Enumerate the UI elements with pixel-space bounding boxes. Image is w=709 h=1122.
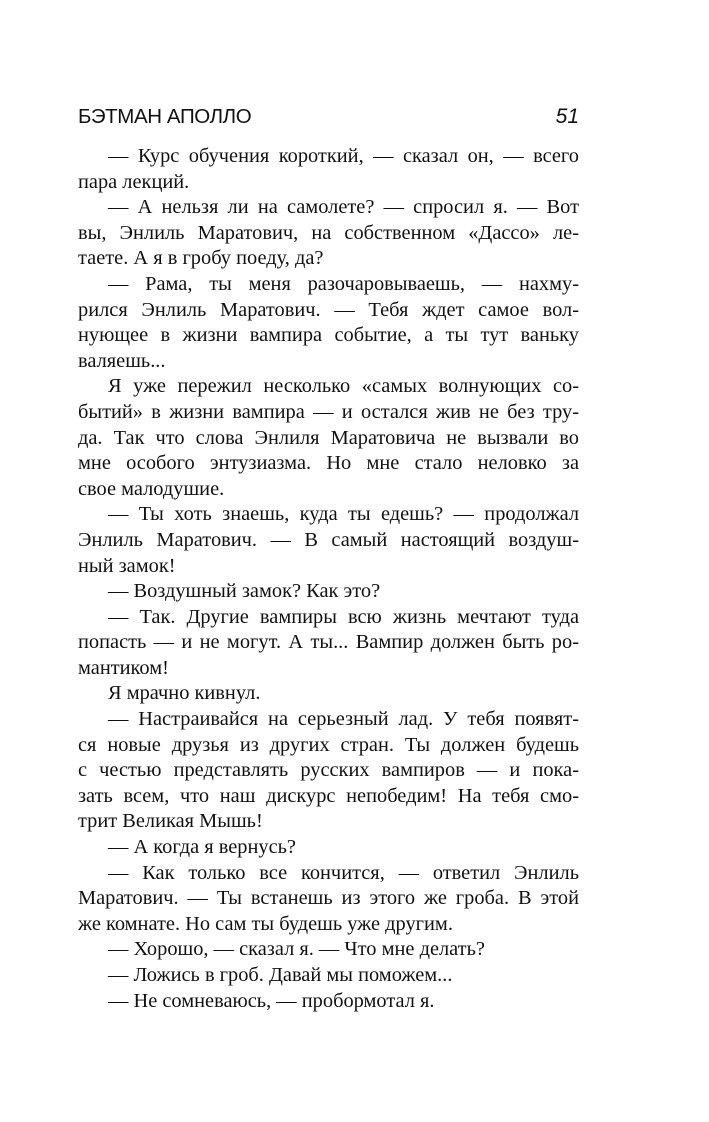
text-line: — Курс обучения короткий, — сказал он, — всего <box>108 145 579 167</box>
text-line: валяешь... <box>78 349 166 372</box>
running-head <box>78 103 579 131</box>
text-line: Энлиль Маратович. — В самый настоящий воздуш- <box>78 528 579 551</box>
text-line: — А нельзя ли на самолете? — спросил я. — Вот <box>108 196 579 219</box>
text-line: — Рама, ты меня разочаровываешь, — нахму- <box>108 272 579 295</box>
text-line: пара лекций. <box>78 170 190 193</box>
text-line: мне особого энтузиазма. Но мне стало неловко за <box>78 452 579 475</box>
text-line: — Так. Другие вампиры всю жизнь мечтают туда <box>108 605 579 628</box>
text-line: — Ложись в гроб. Давай мы поможем... <box>108 964 453 986</box>
text-line: — Не сомневаюсь, — пробормотал я. <box>108 989 435 1012</box>
text-line: Я уже пережил несколько «самых волнующих со- <box>108 375 579 398</box>
text-line: мантиком! <box>78 656 169 679</box>
text-line: рился Энлиль Маратович. — Тебя ждет самое вол- <box>78 298 579 321</box>
text-line: — Ты хоть знаешь, куда ты едешь? — продолжал <box>108 503 579 526</box>
text-line: — Как только все кончится, — ответил Энлиль <box>108 861 579 884</box>
text-line: с честью представлять русских вампиров — и пока- <box>78 759 579 782</box>
text-line: же комнате. Но сам ты будешь уже другим. <box>78 912 453 935</box>
text-line: — А когда я вернусь? <box>108 836 296 859</box>
text-line: бытий» в жизни вампира — и остался жив не без тру- <box>78 400 579 423</box>
text-line: зать всем, что наш дискурс непобедим! На тебя смо- <box>78 784 579 807</box>
text-line: — Воздушный замок? Как это? <box>108 580 381 603</box>
text-line: свое малодушие. <box>78 477 225 500</box>
page-number: 51 <box>555 105 579 128</box>
text-line: таете. А я в гробу поеду, да? <box>78 247 324 270</box>
text-line: ный замок! <box>78 554 176 577</box>
text-line: нующее в жизни вампира событие, а ты тут ваньку <box>78 324 579 347</box>
text-line: — Хорошо, — сказал я. — Что мне делать? <box>108 938 485 961</box>
text-line: трит Великая Мышь! <box>78 810 263 833</box>
text-line: попасть — и не могут. А ты... Вампир должен быть ро- <box>78 631 579 654</box>
body-text <box>78 144 579 1014</box>
running-title: БЭТМАН АПОЛЛО <box>78 105 252 128</box>
text-line: вы, Энлиль Маратович, на собственном «Дассо» ле- <box>78 221 579 244</box>
text-line: Я мрачно кивнул. <box>108 682 261 705</box>
text-line: да. Так что слова Энлиля Маратовича не вызвали во <box>78 426 579 449</box>
text-line: — Настраивайся на серьезный лад. У тебя появят- <box>108 708 579 731</box>
text-line: Маратович. — Ты встанешь из этого же гроба. В этой <box>78 887 579 910</box>
text-line: ся новые друзья из других стран. Ты должен будешь <box>78 733 579 756</box>
